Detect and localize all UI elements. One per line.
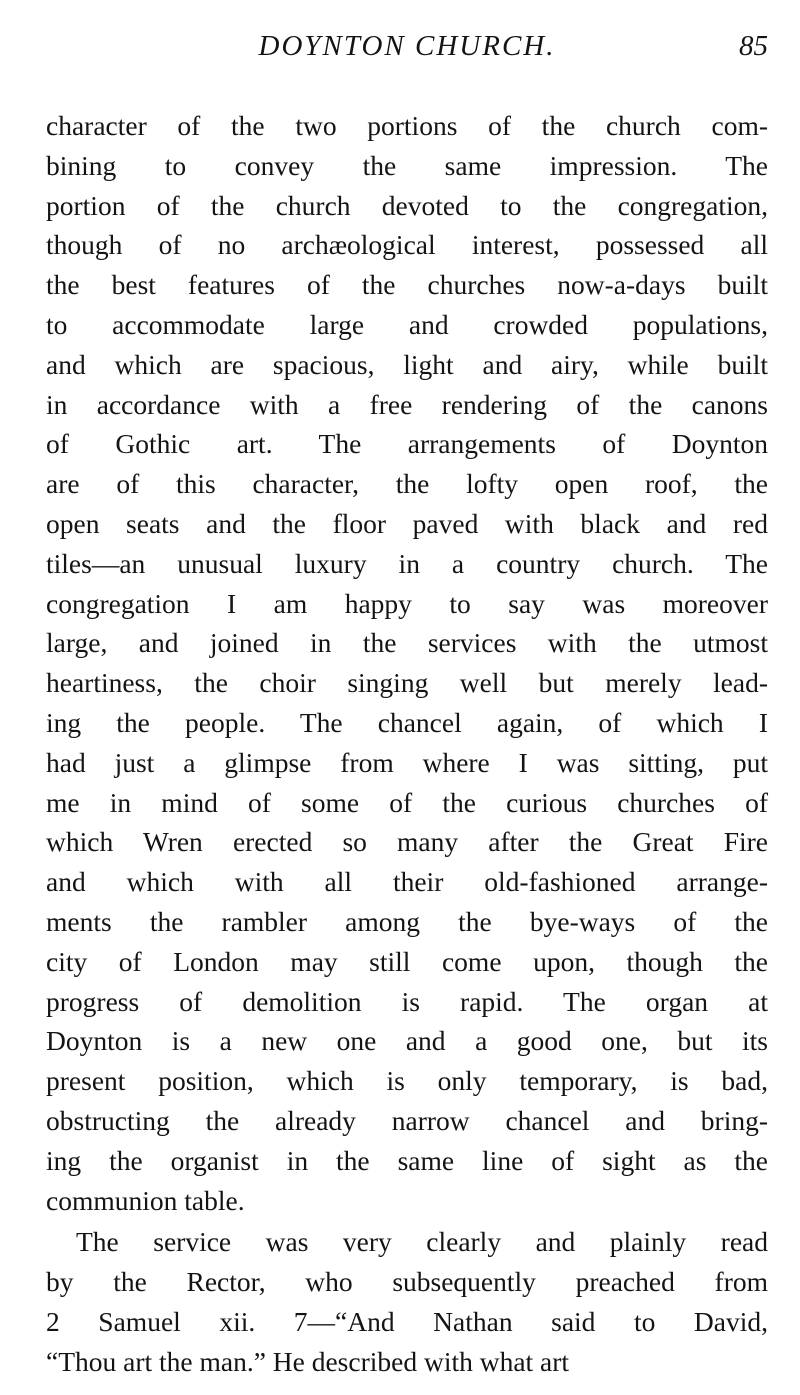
- text-line: The service was very clearly and plainly read: [76, 1226, 768, 1258]
- text-line: open seats and the floor paved with black and red: [46, 507, 768, 539]
- text-line: large, and joined in the services with the utmost: [46, 627, 768, 659]
- text-line: ing the organist in the same line of sight as the: [46, 1144, 768, 1176]
- text-line: city of London may still come upon, though the: [46, 945, 768, 977]
- text-line: progress of demolition is rapid. The organ at: [46, 985, 768, 1017]
- text-line: ments the rambler among the bye-ways of the: [46, 905, 768, 937]
- text-line: 2 Samuel xii. 7—“And Nathan said to David,: [46, 1305, 768, 1337]
- running-title: DOYNTON CHURCH.: [258, 30, 556, 62]
- text-line: of Gothic art. The arrangements of Doynton: [46, 428, 768, 460]
- text-line: me in mind of some of the curious churches of: [46, 786, 768, 818]
- text-line: bining to convey the same impression. The: [46, 149, 768, 181]
- text-line: though of no archæological interest, possessed all: [46, 229, 768, 261]
- text-line: congregation I am happy to say was moreover: [46, 587, 768, 619]
- text-line: heartiness, the choir singing well but merely lead-: [46, 667, 768, 699]
- text-line: had just a glimpse from where I was sitting, put: [46, 746, 768, 778]
- text-line: are of this character, the lofty open roof, the: [46, 468, 768, 500]
- text-line: Doynton is a new one and a good one, but its: [46, 1025, 768, 1057]
- paragraph: [46, 106, 768, 1220]
- text-line: communion table.: [46, 1184, 245, 1216]
- text-line: present position, which is only temporary, is bad,: [46, 1065, 768, 1097]
- text-line: tiles—an unusual luxury in a country church. The: [46, 547, 768, 579]
- text-line: and which are spacious, light and airy, while built: [46, 348, 768, 380]
- text-line: “Thou art the man.” He described with what art: [46, 1345, 570, 1377]
- text-line: ing the people. The chancel again, of which I: [46, 706, 768, 738]
- body-text: [46, 106, 768, 1382]
- text-line: in accordance with a free rendering of the canons: [46, 388, 768, 420]
- paragraph: [46, 1222, 768, 1381]
- text-line: the best features of the churches now-a-days built: [46, 269, 768, 301]
- page-number: 85: [739, 30, 768, 62]
- text-line: obstructing the already narrow chancel and bring-: [46, 1104, 768, 1136]
- text-line: character of the two portions of the church com-: [46, 110, 768, 141]
- text-line: by the Rector, who subsequently preached from: [46, 1266, 768, 1298]
- running-head: [46, 28, 768, 68]
- text-line: portion of the church devoted to the congregation,: [46, 189, 768, 221]
- text-line: to accommodate large and crowded populations,: [46, 308, 768, 340]
- text-line: and which with all their old-fashioned arrange-: [46, 866, 768, 898]
- text-line: which Wren erected so many after the Great Fire: [46, 826, 768, 858]
